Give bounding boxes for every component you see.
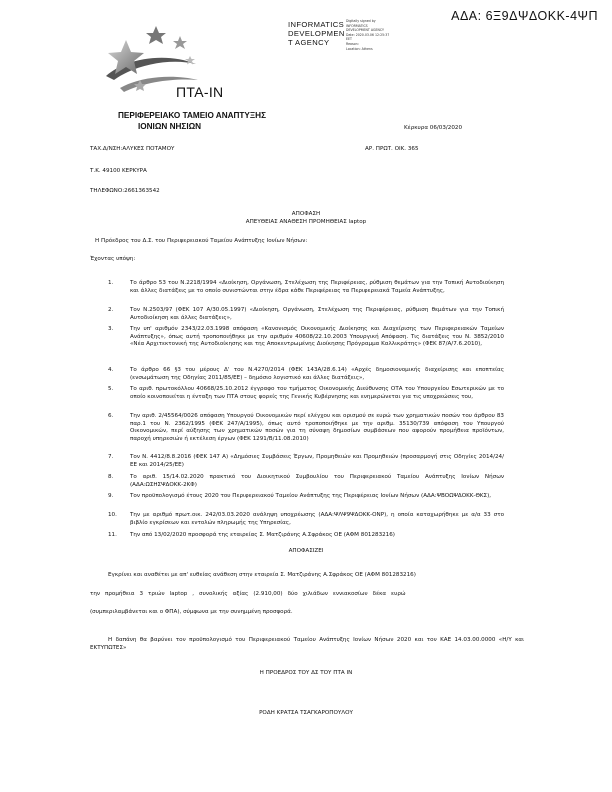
signature-line: Digitally signed by	[346, 19, 376, 23]
item-number: 11.	[108, 532, 117, 538]
item-text: Το άρθρο 66 §3 του μέρους Δ' του Ν.4270/2014 (ΦΕΚ 143Α/28.6.14) «Αρχές δημοσιονομικής διαχείρισης και εποπτείας (ενσωμάτωση της Οδηγίας 2011/85/ΕΕ) – δημόσιο λογιστικό και άλλες διατάξεις»,	[130, 367, 504, 381]
item-text: Τον Ν.2503/97 (ΦΕΚ 107 Α/30.05.1997) «Διοίκηση, Οργάνωση, Στελέχωση της Περιφέρειας, ρύθμιση θεμάτων για την Τοπική Αυτοδιοίκηση και άλλες διατάξεις»,	[130, 307, 504, 321]
item-number: 2.	[108, 307, 114, 313]
president-name: ΡΟΔΗ ΚΡΑΤΣΑ ΤΣΑΓΚΑΡΟΠΟΥΛΟΥ	[259, 710, 353, 716]
decision-text-1: Εγκρίνει και αναθέτει με απ' ευθείας ανάθεση στην εταιρεία Σ. Ματζιράνης Α.Σφράκος ΟΕ (ΑΦΜ 801283216)	[108, 572, 416, 578]
expense-paragraph: Η δαπάνη θα βαρύνει τον προϋπολογισμό του Περιφερειακού Ταμείου Ανάπτυξης Ιονίων Νήσων 2020 και τον ΚΑΕ 14.03.00.0000 «Η/Υ και ΕΚΤΥΠΩΤΕΣ»	[90, 637, 524, 651]
postal-address: Τ.Κ. 49100 ΚΕΡΚΥΡΑ	[90, 168, 147, 174]
date-place: Κέρκυρα 06/03/2020	[404, 125, 463, 131]
signature-line: INFORMATICS	[346, 23, 368, 28]
address: ΤΑΧ.Δ/ΝΣΗ:ΑΛΥΚΕΣ ΠΟΤΑΜΟΥ	[90, 146, 175, 152]
digital-signature	[346, 19, 389, 51]
agency-name	[288, 20, 345, 47]
signature-line: Date: 2020.03.06 12:25:37	[346, 32, 390, 37]
item-number: 7.	[108, 454, 114, 460]
item-text: Την υπ' αριθμόν 2343/22.03.1998 απόφαση «Κανονισμός Οικονομικής Διοίκησης και Διαχείρισης των Περιφερειακών Ταμείων Ανάπτυξης», όπως αυτή τροποποιήθηκε με την αριθμόν 40608/22.10.2003 Υπουργική Απόφαση. Τις διατάξεις του Ν. 3852/2010 «Νέα Αρχιτεκτονική της Αυτοδιοίκησης και της Αποκεντρωμένης Διοίκησης Πρόγραμμα Καλλικράτης» (ΦΕΚ 87/Α/7.6.2010),	[130, 326, 504, 348]
agency-line-3: T AGENCY	[288, 38, 330, 47]
org-name-line-1: ΠΕΡΙΦΕΡΕΙΑΚΟ ΤΑΜΕΙΟ ΑΝΑΠΤΥΞΗΣ	[118, 111, 266, 120]
president-title: Η ΠΡΟΕΔΡΟΣ ΤΟΥ ΔΣ ΤΟΥ ΠΤΑ ΙΝ	[259, 670, 353, 676]
item-text: Την με αριθμό πρωτ.οικ. 242/03.03.2020 ανάληψη υποχρέωσης (ΑΔΑ:ΨΛΨ9ΨΔΟΚΚ-ΟΝΡ), η οποία καταχωρήθηκε με α/α 33 στο βιβλίο εγκρίσεων και εντολών πληρωμής της Υπηρεσίας,	[130, 512, 504, 526]
signature-line: EET	[346, 37, 352, 42]
item-text: Τον προϋπολογισμό έτους 2020 του Περιφερειακού Ταμείου Ανάπτυξης της Περιφέρειας Ιονίων Νήσων (ΑΔΑ:ΨΒΟΩΨΔΟΚΚ-ΘΚΣ),	[130, 493, 492, 499]
item-number: 10.	[108, 512, 117, 518]
logo-text: ΠΤΑ-ΙΝ	[176, 84, 224, 100]
decides-heading: ΑΠΟΦΑΣΙΖΕΙ	[288, 548, 324, 554]
item-number: 1.	[108, 280, 114, 286]
intro-text: Η Πρόεδρος του Δ.Σ. του Περιφερειακού Ταμείου Ανάπτυξης Ιονίων Νήσων:	[95, 238, 308, 244]
item-text: Το άρθρο 53 του Ν.2218/1994 «Διοίκηση, Οργάνωση, Στελέχωση της Περιφέρειας, ρύθμιση θεμάτων για την Τοπική Αυτοδιοίκηση και άλλες διατάξεις με το οποίο συνιστώνται στην έδρα κάθε Περιφέρειας τα Περιφερειακά Ταμεία Ανάπτυξης,	[130, 280, 504, 294]
decision-text-2: την προμήθεια 3 τριών laptop , συνολικής αξίας (2.910,00) δύο χιλιάδων εννιακοσίων δέκα ευρώ	[90, 591, 406, 597]
doc-title: ΑΠΟΦΑΣΗ	[291, 211, 321, 217]
having-label: Έχοντας υπόψη:	[90, 256, 136, 262]
decision-text-3: (συμπεριλαμβάνεται και ο ΦΠΑ), σύμφωνα με την συνημμένη προσφορά.	[90, 609, 293, 615]
item-text: Το αριθ. πρωτοκόλλου 40668/25.10.2012 έγγραφο του τμήματος Οικονομικής Διεύθυνσης ΟΤΑ του Υπουργείου Εσωτερικών με το οποίο κοινοποιείται η ένταξη των ΠΤΑ στους φορείς της Γενικής Κυβέρνησης και ενημερώνεται για τις υποχρεώσεις του,	[130, 386, 504, 400]
star-shape	[146, 26, 166, 44]
item-number: 4.	[108, 367, 114, 373]
item-number: 9.	[108, 493, 114, 499]
phone-number: ΤΗΛΕΦΩΝΟ:2661363542	[90, 188, 160, 194]
item-number: 8.	[108, 474, 114, 480]
signature-line: Location: Athens	[346, 46, 373, 51]
item-text: Την από 13/02/2020 προσφορά της εταιρείας Σ. Ματζιράνης Α.Σφράκος ΟΕ (ΑΦΜ 801283216)	[130, 532, 395, 538]
item-number: 5.	[108, 386, 114, 392]
doc-subtitle: ΑΠΕΥΘΕΙΑΣ ΑΝΑΘΕΣΗ ΠΡΟΜΗΘΕΙΑΣ laptop	[245, 219, 367, 225]
star-shape	[173, 36, 187, 49]
org-name-line-2: ΙΟΝΙΩΝ ΝΗΣΙΩΝ	[138, 122, 202, 131]
item-text: Την αριθ. 2/45564/0026 απόφαση Υπουργού Οικονομικών περί ελέγχου και ορισμού σε ευρώ των χρηματικών ποσών του άρθρου 83 παρ.1 του Ν. 2362/1995 (ΦΕΚ 247/Α/1995), όπως αυτό τροποποιήθηκε με την αριθμ. 35130/739 απόφαση του Υπουργού Οικονομικών, περί αύξησης των χρηματικών ποσών για τη σύναψη δημοσίων συμβάσεων που αφορούν προμήθεια προϊόντων, παροχή υπηρεσιών ή εκτέλεση έργων (ΦΕΚ 1291/Β/11.08.2010)	[130, 413, 504, 442]
item-number: 6.	[108, 413, 114, 419]
agency-line-2: DEVELOPMEN	[288, 29, 345, 38]
protocol-number: ΑΡ. ΠΡΩΤ. ΟΙΚ. 365	[365, 146, 419, 152]
signature-line: DEVELOPMENT AGENCY	[346, 28, 384, 33]
item-text: Το αριθ. 15/14.02.2020 πρακτικό του Διοικητικού Συμβουλίου του Περιφερειακού Ταμείου Ανάπτυξης Ιονίων Νήσων (ΑΔΑ:ΩΣΗΣΨΔΟΚΚ-2ΚΦ)	[130, 474, 504, 488]
item-number: 3.	[108, 326, 114, 332]
ada-code: ΑΔΑ: 6Ξ9ΔΨΔΟΚΚ-4ΨΠ	[451, 9, 598, 23]
agency-line-1: INFORMATICS	[288, 20, 345, 29]
item-text: Τον Ν. 4412/8.8.2016 (ΦΕΚ 147 Α) «Δημόσιες Συμβάσεις Έργων, Προμηθειών και Προμηθειών (προσαρμογή στις Οδηγίες 2014/24/ΕΕ και 2014/25/ΕΕ)	[130, 454, 504, 468]
signature-line: Reason:	[346, 41, 359, 46]
